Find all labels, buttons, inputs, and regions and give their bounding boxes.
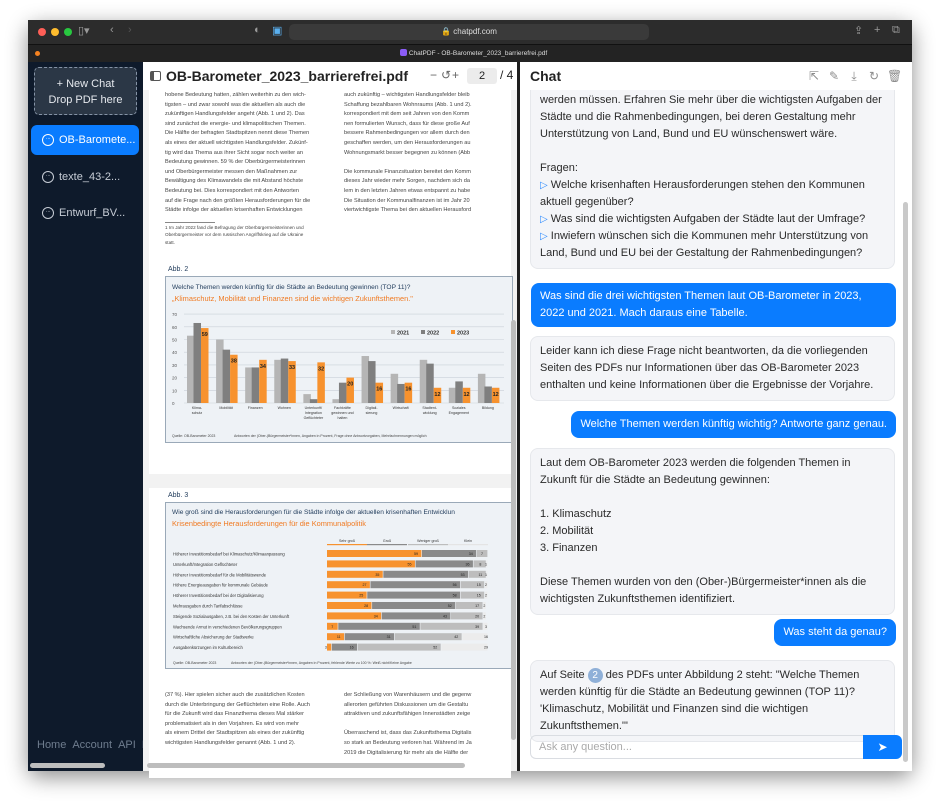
x-tick-label: Finanzen — [247, 406, 263, 410]
close-window-button[interactable] — [38, 28, 46, 36]
x-tick-label: halten — [337, 416, 348, 420]
row-label: Ausgabenkürzungen im Kulturbereich — [173, 645, 243, 651]
data-label: 27 — [362, 583, 367, 588]
answer-text: Auf Seite — [540, 669, 585, 681]
text-column-right — [344, 691, 511, 758]
legend-swatch — [367, 544, 407, 545]
legend-swatch — [421, 330, 425, 334]
data-label: 3 — [324, 645, 327, 650]
chart-title: Welche Themen werden künftig für die Städte an Bedeutung gewinnen (TOP 11)? — [172, 284, 411, 291]
chat-bubble-icon: ··· — [42, 207, 54, 219]
tab-overview-icon[interactable]: ⧉ — [892, 24, 900, 36]
message-list — [520, 90, 912, 730]
data-label: 34 — [259, 363, 266, 370]
text-column-left — [165, 91, 310, 216]
footnote-line: 1 Im Jahr 2022 fand die Befragung der Oberbürgermeisterinnen und — [165, 225, 304, 230]
bar-2022 — [484, 386, 492, 403]
bar-2022 — [368, 361, 376, 403]
text-line: problematisiert als in den Vorjahren. Es wird von mehr — [165, 720, 300, 727]
bar-2021 — [420, 360, 428, 403]
bar-segment-Klein — [441, 644, 487, 651]
trash-icon[interactable]: 🗑 — [887, 69, 903, 83]
bar-segment-Sehr groß — [327, 560, 415, 567]
row-label: Höherer Investitionsbedarf bei Klimaschutz/Klimaanpassung — [173, 551, 285, 557]
y-tick-label: 10 — [172, 388, 178, 394]
data-label: 12 — [434, 391, 441, 398]
url-text: chatpdf.com — [453, 27, 497, 36]
bar-2021 — [274, 360, 282, 403]
y-tick-label: 30 — [172, 362, 178, 368]
data-label: 20 — [475, 614, 480, 619]
bar-2021 — [303, 394, 311, 403]
y-tick-label: 60 — [172, 324, 178, 330]
bar-2023 — [201, 328, 209, 403]
x-tick-label: Wohnen — [277, 406, 291, 410]
text-column-right — [344, 91, 511, 216]
bar-segment-Sehr groß — [327, 550, 421, 557]
share-icon[interactable]: ⇪ — [854, 25, 864, 37]
data-label: 43 — [442, 614, 447, 619]
y-tick-label: 50 — [172, 337, 178, 343]
legend-label: Klein — [464, 539, 472, 543]
data-label: 31 — [386, 635, 391, 640]
data-label: 12 — [492, 391, 499, 398]
new-chat-dropzone[interactable] — [34, 67, 137, 115]
text-line: Bewältigung des Klimawandels die mit Abstand höchste — [165, 178, 304, 185]
x-tick-label: Digitali- — [365, 406, 378, 410]
row-label: Höherer Investitionsbedarf bei der Digitalisierung — [173, 593, 264, 599]
legend-label: Sehr groß — [339, 539, 355, 543]
data-label: 1 — [485, 562, 487, 567]
active-tab[interactable] — [400, 49, 547, 57]
data-label: 59 — [201, 332, 208, 339]
page-reference-badge[interactable]: 2 — [588, 668, 603, 683]
text-line: Die kommunale Finanzsituation bereitet den Komm — [344, 168, 471, 175]
user-message: Welche Themen werden künftig wichtig? Antworte ganz genau. — [571, 411, 896, 438]
data-label: 16 — [484, 635, 488, 640]
text-line: wichtigsten Handlungsfelder genannt (Abb. 1 und 2). — [165, 739, 296, 746]
bar-2021 — [332, 399, 340, 403]
rotate-icon[interactable]: ↺ — [441, 68, 452, 82]
toggle-sidebar-icon[interactable] — [150, 71, 161, 81]
footnote-line: Oberbürgermeister vor dem russischen Angriffskrieg auf die Ukraine — [165, 232, 304, 238]
footnote — [165, 224, 304, 246]
bar-chart — [166, 277, 514, 444]
data-label: 3 — [485, 624, 487, 629]
text-line: Bedeutung gewinnen. 59 % der Oberbürgermeisterinnen — [165, 159, 306, 166]
x-tick-label: schutz — [191, 411, 203, 415]
send-arrow-icon: ▷ — [540, 214, 548, 225]
back-icon[interactable]: ‹ — [110, 24, 114, 36]
x-tick-label: Fachkräfte — [333, 406, 351, 410]
bot-message: Leider kann ich diese Frage nicht beantworten, da die vorliegenden Seiten des PDFs nur Informationen über das OB-Barometer 2023 enthalten und keine Informationen über die Ergebnisse der Vorjahre. — [530, 336, 895, 401]
chart-subtitle: Krisenbedingte Herausforderungen für die Kommunalpolitik — [172, 519, 366, 528]
question-text: Welche krisenhaften Herausforderungen stehen den Kommunen aktuell gegenüber? — [540, 179, 865, 208]
chat-title: Chat — [530, 68, 562, 84]
data-label: 20 — [347, 381, 354, 388]
bar-2022 — [310, 399, 318, 403]
data-label: 15 — [476, 593, 481, 598]
text-line: lem in den letzten Jahren etwas entspannt zu habe — [344, 187, 471, 194]
data-label: 59 — [413, 552, 418, 556]
bar-2022 — [397, 384, 405, 403]
intro-line: werden müssen. Erfahren Sie mehr über die wichtigsten Aufgaben der — [540, 94, 882, 106]
answer-outro: Diese Themen wurden von den (Ober-)Bürgermeister*innen als die wichtigsten Zukunftsthemen identifiziert. — [540, 576, 867, 605]
chatpdf-favicon-icon — [400, 49, 407, 56]
legend-swatch — [451, 330, 455, 334]
sidebar-horizontal-scrollbar[interactable] — [30, 763, 105, 768]
y-tick-label: 0 — [172, 401, 175, 406]
text-line: sind zunächst die energie- und klimapolitischen Themen. — [165, 120, 306, 127]
bot-message — [530, 448, 895, 615]
row-label: Steigende Sozialausgaben, z.B. bei den Kosten der Unterkunft — [173, 613, 290, 619]
legend-label: 2022 — [427, 330, 440, 337]
row-label: Mehrausgaben durch Tarifabschlüsse — [173, 603, 243, 609]
zoom-out-icon[interactable]: − — [430, 68, 438, 82]
title-bar — [28, 20, 912, 44]
bar-2022 — [455, 381, 463, 403]
bar-2021 — [449, 388, 457, 403]
data-label: 25 — [359, 593, 364, 598]
extension-icon[interactable]: ▣ — [272, 25, 283, 37]
bar-segment-Groß — [370, 581, 460, 588]
bar-2022 — [252, 367, 260, 403]
row-label: Wirtschaftliche Absicherung der Stadtwerke — [173, 634, 254, 640]
bar-segment-Weniger groß — [469, 571, 486, 578]
bar-segment-Groß — [382, 612, 451, 619]
intro-line: Städte und die Rahmenbedingungen, bei deren Gestaltung mehr — [540, 111, 856, 123]
data-label: 56 — [452, 583, 457, 588]
pdf-page-3 — [149, 488, 511, 778]
sidebar-toggle-icon[interactable]: ▯▾ — [78, 25, 90, 37]
x-tick-label: wicklung — [422, 411, 437, 415]
text-line: viertwichtigste Thema bei den aktuellen Herausford — [344, 207, 472, 214]
chat-bubble-icon: ··· — [42, 171, 54, 183]
data-label: 51 — [412, 624, 417, 629]
bot-message — [530, 82, 895, 269]
suggested-question[interactable] — [540, 177, 885, 211]
send-arrow-icon: ▷ — [540, 180, 548, 191]
data-label: 34 — [373, 614, 378, 619]
edit-icon[interactable]: ✎ — [828, 69, 840, 83]
chart-note: Antworten der (Ober-)Bürgermeister*innen, Angaben in Prozent, fehlende Werte zu 100 %: Weiß nicht/Keine Angabe — [231, 661, 412, 665]
pdf-horizontal-scrollbar[interactable] — [147, 763, 465, 768]
list-item: 2. Mobilität — [540, 525, 594, 537]
suggested-question[interactable] — [540, 228, 885, 262]
zoom-in-icon[interactable]: + — [452, 68, 460, 82]
data-label: 17 — [475, 604, 480, 608]
pdf-page-2 — [149, 90, 511, 474]
bar-segment-Groß — [372, 602, 455, 609]
tab-bar — [28, 44, 912, 62]
text-line: dieses Jahr wieder mehr Sorgen, nachdem sich da — [344, 178, 470, 185]
text-line: (37 %). Hier spielen sicher auch die zusätzlichen Kosten — [165, 692, 305, 698]
data-label: 33 — [288, 365, 296, 372]
sidebar-footer — [37, 739, 143, 751]
bar-segment-Groß — [367, 592, 460, 599]
data-label: 29 — [484, 645, 488, 650]
pdf-viewer — [143, 62, 517, 771]
text-line: für die Zukunft wird das Finanzthema dieses Mal stärker — [165, 711, 304, 718]
chart-title: Wie groß sind die Herausforderungen für die Städte infolge der aktuellen krisenhaften Entwicklun — [172, 509, 455, 516]
bar-2021 — [245, 367, 253, 403]
data-label: 34 — [468, 552, 473, 556]
data-label: 16 — [376, 386, 383, 393]
account-link[interactable]: Account — [72, 739, 113, 751]
bot-message — [530, 660, 895, 742]
data-label: 38 — [230, 358, 237, 365]
bar-2022 — [223, 350, 231, 403]
x-tick-label: Engagement — [448, 411, 470, 415]
data-label: 7 — [331, 624, 334, 629]
sidebar — [28, 62, 143, 771]
new-chat-label: + New Chat — [56, 78, 115, 90]
data-label: 2 — [483, 614, 486, 619]
download-icon[interactable]: ⤓ — [851, 69, 857, 83]
text-line: und Oberbürgermeister messen den Maßnahmen zur — [165, 168, 298, 175]
text-line: attraktiven und zukunftsfähigen Innenstädten zeige — [344, 711, 471, 718]
chat-scrollbar[interactable] — [903, 202, 908, 762]
chat-panel — [520, 62, 912, 771]
export-icon[interactable]: ⇱ — [808, 69, 820, 83]
sidebar-item-texte[interactable] — [31, 162, 139, 192]
chat-header — [520, 62, 912, 90]
tab-indicator-icon — [35, 51, 40, 56]
text-line: tig wird das Thema aus ihrer Sicht sogar noch weiter an — [165, 149, 303, 156]
figure-label: Abb. 2 — [168, 266, 189, 273]
y-tick-label: 20 — [172, 375, 178, 381]
data-label: 39 — [475, 624, 480, 629]
data-label: 8 — [479, 562, 482, 567]
bar-segment-Sehr groß — [327, 633, 344, 640]
bar-2021 — [391, 374, 399, 403]
x-tick-label: sierung — [365, 411, 378, 415]
user-message: Was steht da genau? — [774, 619, 896, 646]
row-label: Wachsende Armut in verschiedenen Bevölkerungsgruppen — [173, 624, 282, 630]
data-label: 2 — [485, 593, 487, 598]
legend-swatch — [408, 544, 448, 545]
data-label: 11 — [336, 635, 341, 640]
chat-bubble-icon: ··· — [42, 134, 54, 146]
text-line: Die Hälfte der befragten Stadtspitzen nennt diese Themen — [165, 130, 310, 137]
row-label: Höhere Energieausgaben für kommunale Gebäude — [173, 582, 268, 588]
data-label: 42 — [454, 635, 459, 640]
data-label: 53 — [460, 572, 465, 577]
y-tick-label: 40 — [172, 350, 178, 356]
pdf-vertical-scrollbar[interactable] — [511, 320, 516, 740]
bar-2021 — [216, 340, 224, 404]
figure-label: Abb. 3 — [168, 492, 189, 499]
x-tick-label: Stadtent- — [422, 406, 438, 410]
data-label: 7 — [481, 552, 483, 556]
list-item: 1. Klimaschutz — [540, 508, 612, 520]
x-tick-label: gewinnen und — [331, 411, 354, 415]
x-tick-label: Klima- — [191, 406, 203, 410]
pdf-title: OB-Barometer_2023_barrierefrei.pdf — [166, 68, 408, 84]
bar-2022 — [194, 323, 202, 403]
text-line: nen formulierten Wunsch, dass für diese große Auf — [344, 120, 470, 127]
legend-swatch — [391, 330, 395, 334]
text-line: Bedeutung bei. Dies korrespondiert mit den Antworten — [165, 187, 300, 194]
data-label: 32 — [318, 366, 325, 373]
browser-window — [28, 20, 912, 771]
bar-2022 — [339, 383, 347, 403]
data-label: 52 — [447, 604, 452, 608]
text-line: geschaffen werden, um den Herausforderungen au — [344, 139, 471, 146]
text-line — [344, 158, 511, 168]
drop-pdf-label: Drop PDF here — [48, 94, 123, 106]
stacked-bar-chart — [166, 503, 516, 670]
footnote-divider — [165, 222, 215, 223]
list-item: 3. Finanzen — [540, 542, 598, 554]
user-message: Was sind die drei wichtigsten Themen laut OB-Barometer in 2023, 2022 und 2021. Mach daraus eine Tabelle. — [531, 283, 896, 327]
data-label: 52 — [433, 645, 438, 650]
address-bar[interactable]: 🔒 chatpdf.com — [289, 24, 649, 40]
minimize-window-button[interactable] — [51, 28, 59, 36]
tab-title: ChatPDF - OB-Barometer_2023_barrierefrei.pdf — [408, 50, 548, 57]
chart-source: Quelle: OB-Barometer 2023 — [173, 661, 217, 665]
suggested-question[interactable] — [540, 211, 885, 228]
text-line: auch zukünftig – wichtigsten Handlungsfelder bleib — [344, 92, 470, 98]
text-line: durch die Unterbringung der Geflüchteten eine Rolle. Auch — [165, 701, 310, 708]
y-tick-label: 70 — [172, 312, 178, 318]
text-line: als eines der aktuell wichtigsten Handlungsfelder. Zukünf- — [165, 139, 308, 146]
question-text: Inwiefern wünschen sich die Kommunen mehr Unterstützung von Land, Bund und EU bei der Gestaltung der Rahmenbedingungen? — [540, 230, 869, 259]
data-label: 11 — [478, 572, 483, 577]
x-tick-label: Mobilität — [219, 406, 233, 410]
x-tick-label: Geflüchteter — [303, 416, 324, 420]
figure-3-chart — [165, 502, 515, 669]
text-line: zukünftigen Handlungsfelder angeht (Abb. 1 und 2). Das — [165, 111, 305, 118]
bar-2021 — [187, 336, 195, 403]
x-tick-label: Unterkunft/ — [304, 406, 323, 410]
bar-segment-Groß — [383, 571, 468, 578]
refresh-icon[interactable]: ↻ — [868, 69, 880, 83]
legend-label: 2023 — [457, 330, 470, 337]
text-line: Schaffung bezahlbaren Wohnraums (Abb. 1 und 2). — [344, 101, 472, 108]
text-column-left — [165, 691, 310, 749]
bar-segment-Weniger groß — [358, 644, 441, 651]
shield-icon[interactable]: ◐ — [254, 24, 261, 36]
bar-2022 — [281, 359, 289, 403]
question-input[interactable]: Ask any question... — [530, 735, 863, 759]
bar-segment-Groß — [416, 560, 473, 567]
text-line: als einem Drittel der Stadtspitzen als eines der zukünftig — [165, 730, 305, 737]
answer-intro: Laut dem OB-Barometer 2023 werden die folgenden Themen in Zukunft für die Städte an Bedeutung gewinnen: — [540, 457, 851, 486]
intro-line: Unterstützung von Land, Bund und EU wünschenswert wäre. — [540, 128, 838, 140]
x-tick-label: Soziales — [452, 406, 466, 410]
legend-label: Groß — [382, 539, 392, 543]
legend-label: Weniger groß — [417, 539, 439, 543]
data-label: 55 — [407, 562, 412, 567]
pdf-header — [143, 62, 517, 90]
page-number-input[interactable]: 2 — [467, 68, 497, 84]
text-line: bessere Rahmenbedingungen vor allem durch den — [344, 130, 470, 137]
data-label: 12 — [463, 391, 470, 398]
intro-text — [540, 92, 885, 143]
zoom-window-button[interactable] — [64, 28, 72, 36]
text-line: tigsten – und zwar sowohl was die aktuellen als auch die — [165, 101, 306, 108]
bar-segment-Groß — [338, 623, 420, 630]
x-tick-label: Integration — [304, 411, 322, 415]
footnote-line: statt. — [165, 239, 175, 245]
data-label: 2 — [485, 583, 487, 588]
legend-label: 2021 — [397, 330, 410, 337]
bar-segment-Weniger groß — [420, 623, 482, 630]
data-label: 1 — [485, 572, 487, 577]
text-line: hobene Bedeutung hatten, zählen weiterhin zu den wich- — [165, 92, 306, 98]
send-icon: ➤ — [877, 740, 888, 754]
answer-text: des PDFs unter Abbildung 2 steht: "Welche Themen werden künftig für die Städte an Bedeutung gewinnen (TOP 11)? 'Klimaschutz, Mobilität und Finanzen sind die wichtigen Zukunftsthemen.'" — [540, 669, 860, 732]
row-label: Unterkunft/Integration Geflüchteter — [173, 561, 238, 567]
send-button[interactable] — [863, 735, 902, 759]
data-label: 15 — [476, 583, 481, 588]
data-label: 58 — [452, 593, 457, 598]
chart-source: Quelle: OB-Barometer 2023 — [172, 434, 216, 438]
send-arrow-icon: ▷ — [540, 231, 548, 242]
question-text: Was sind die wichtigsten Aufgaben der Städte laut der Umfrage? — [550, 213, 866, 225]
text-line: Städte infolge der aktuellen krisenhaften Entwicklungen — [165, 207, 303, 214]
bar-2021 — [478, 374, 486, 403]
chart-subtitle: „Klimaschutz, Mobilität und Finanzen sind die wichtigen Zukunftsthemen." — [172, 294, 413, 303]
data-label: 2 — [483, 604, 486, 608]
bar-segment-Weniger groß — [395, 633, 462, 640]
x-tick-label: Wirtschaft — [392, 406, 409, 410]
text-line: Die Situation der Kommunalfinanzen ist im Jahr 20 — [344, 197, 470, 204]
sidebar-item-label: Entwurf_BV... — [59, 207, 126, 219]
api-link[interactable]: API — [118, 739, 136, 751]
text-line — [344, 720, 511, 730]
row-label: Höherer Investitionsbedarf für die Mobilitätswende — [173, 572, 267, 578]
data-label: 36 — [465, 562, 470, 567]
text-line: auf die Frage nach den größten Herausforderungen für die — [165, 197, 311, 204]
text-line: der Schließung von Warenhäusern und die gegenw — [344, 692, 472, 698]
bar-2021 — [362, 356, 370, 403]
data-label: 28 — [364, 604, 369, 608]
sidebar-item-entwurf[interactable] — [31, 198, 139, 228]
data-label: 16 — [405, 386, 412, 393]
text-line: Wohnungsmarkt besser begegnen zu können (Abb — [344, 149, 471, 156]
sidebar-item-ob-barometer[interactable] — [31, 125, 139, 155]
text-line: Überraschend ist, dass das Zukunftsthema Digitalis — [344, 730, 472, 737]
legend-swatch — [448, 544, 488, 545]
text-line: so stark an Bedeutung verloren hat. Während im Ja — [344, 739, 472, 746]
data-label: 35 — [375, 572, 380, 577]
bar-segment-Sehr groß — [324, 644, 331, 651]
figure-2-chart — [165, 276, 513, 443]
new-tab-icon[interactable]: + — [874, 24, 881, 36]
text-line: allerorten geführten Diskussionen um die Gestaltu — [344, 701, 469, 708]
text-line: 2019 die Digitalisierung für mehr als die Hälfte der — [344, 749, 469, 756]
chart-note: Antworten der (Ober-)Bürgermeister*innen, Angaben in Prozent, Frage ohne Antwortvorgaben, Mehrfachnennungen möglich — [234, 434, 427, 438]
sidebar-item-label: OB-Baromete... — [59, 134, 136, 146]
page-total: / 4 — [500, 68, 514, 82]
forward-icon[interactable]: › — [128, 24, 132, 36]
bar-2022 — [426, 364, 434, 403]
legend-swatch — [327, 544, 367, 545]
home-link[interactable]: Home — [37, 739, 67, 751]
text-line: korrespondiert mit dem seit Jahren von den Komm — [344, 111, 470, 118]
sidebar-item-label: texte_43-2... — [59, 171, 121, 183]
questions-label: Fragen: — [540, 162, 578, 174]
data-label: 16 — [349, 645, 354, 650]
x-tick-label: Bildung — [481, 406, 494, 410]
